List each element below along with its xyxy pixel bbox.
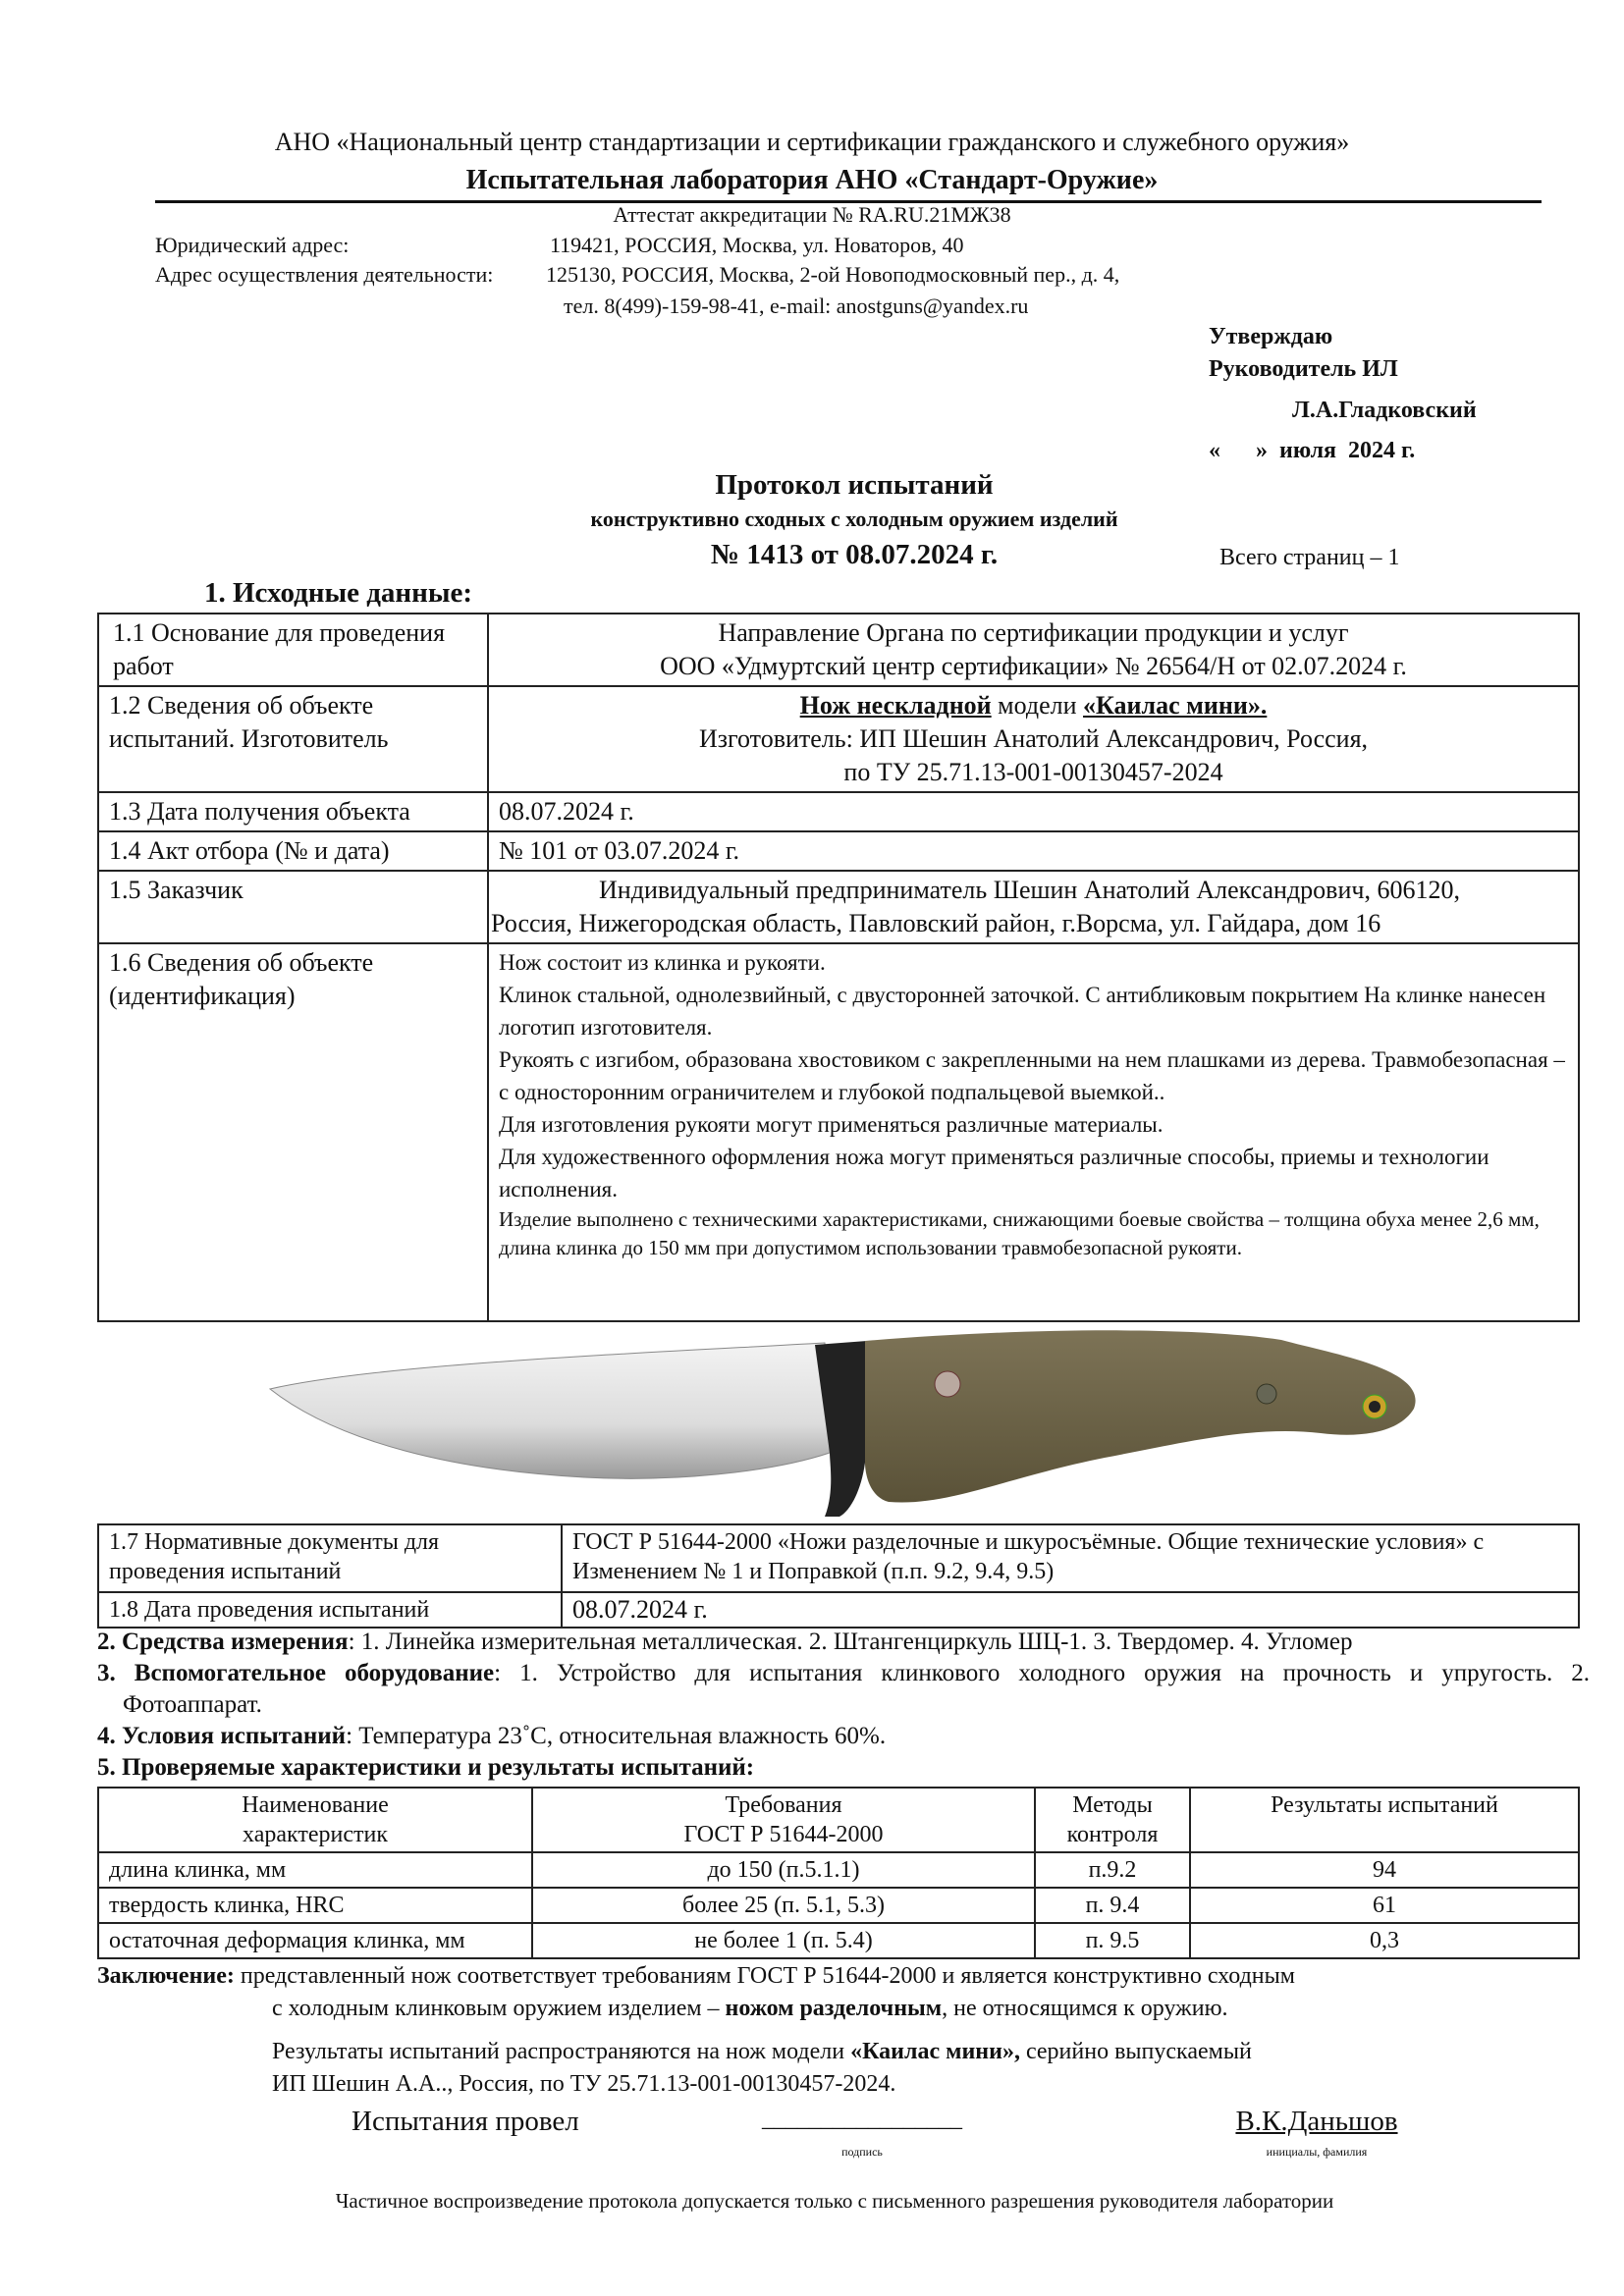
table-row: [98, 871, 1579, 943]
product-type: Нож нескладной: [799, 691, 992, 720]
org-name: АНО «Национальный центр стандартизации и сертификации гражданского и служебного оружия»: [274, 128, 1350, 156]
section-3: 3. Вспомогательное оборудование: 1. Устройство для испытания клинкового холодного оружия на прочность и упругость. 2. Фотоаппарат.: [97, 1660, 1590, 1718]
lab-name: Испытательная лаборатория АНО «Стандарт-Оружие»: [465, 165, 1159, 195]
approval-date: « » июля 2024 г.: [1209, 438, 1416, 463]
tester-label: Испытания провел: [352, 2106, 579, 2137]
row-value: № 101 от 03.07.2024 г.: [488, 831, 1579, 871]
blade: [270, 1343, 830, 1478]
signature-caption: подпись: [841, 2145, 883, 2159]
protocol-title: Протокол испытаний: [715, 469, 994, 501]
approval-position: Руководитель ИЛ: [1209, 356, 1398, 382]
row-label: 1.5 Заказчик: [98, 871, 488, 943]
conclusion-scope: Результаты испытаний распространяются на нож модели «Каилас мини», серийно выпускаемый: [272, 2039, 1252, 2064]
section-4: 4. Условия испытаний: Температура 23˚С, относительная влажность 60%.: [97, 1723, 887, 1749]
accreditation: Аттестат аккредитации № RA.RU.21МЖ38: [613, 202, 1011, 227]
row-label: 1.1 Основание для проведения работ: [98, 614, 488, 686]
section-5-heading: 5. Проверяемые характеристики и результаты испытаний:: [97, 1754, 755, 1781]
normative-table: [97, 1523, 1580, 1629]
approver-name: Л.А.Гладковский: [1292, 398, 1477, 423]
section-1-heading: 1. Исходные данные:: [204, 577, 473, 609]
desc-line: Для художественного оформления ножа могут применяться различные способы, приемы и технологии исполнения.: [499, 1145, 1489, 1201]
table-row: [98, 1592, 1579, 1628]
table-row: [98, 943, 1579, 1321]
product-name: Нож нескладной модели «Каилас мини».: [799, 691, 1268, 720]
protocol-number: № 1413 от 08.07.2024 г.: [710, 539, 999, 570]
table-row: [98, 831, 1579, 871]
product-model: «Каилас мини».: [1083, 691, 1268, 720]
conclusion-scope-line2: ИП Шешин А.А.., Россия, по ТУ 25.71.13-001-00130457-2024.: [272, 2071, 896, 2097]
row-value: ГОСТ Р 51644-2000 «Ножи разделочные и шкуросъёмные. Общие технические условия» с Изменением № 1 и Поправкой (п.п. 9.2, 9.4, 9.5): [562, 1524, 1579, 1592]
row-label: 1.6 Сведения об объекте (идентификация): [98, 943, 488, 1321]
desc-line: Нож состоит из клинка и рукояти.: [499, 950, 826, 975]
cell-line: ООО «Удмуртский центр сертификации» № 26564/Н от 02.07.2024 г.: [660, 652, 1407, 680]
handle: [865, 1330, 1416, 1502]
pin: [1257, 1384, 1276, 1404]
activity-address-label: Адрес осуществления деятельности:: [155, 262, 494, 287]
page-count: Всего страниц – 1: [1219, 545, 1400, 570]
approval-label: Утверждаю: [1209, 324, 1333, 349]
table-row: длина клинка, мм до 150 (п.5.1.1) п.9.2 94: [98, 1852, 1579, 1888]
row-label: 1.7 Нормативные документы для проведения испытаний: [98, 1524, 562, 1592]
legal-address: 119421, РОССИЯ, Москва, ул. Новаторов, 40: [550, 233, 964, 257]
row-label: 1.8 Дата проведения испытаний: [98, 1592, 562, 1628]
table-row: твердость клинка, HRC более 25 (п. 5.1, 5.3) п. 9.4 61: [98, 1888, 1579, 1923]
row-label: 1.2 Сведения об объекте испытаний. Изготовитель: [98, 686, 488, 792]
conclusion: Заключение: представленный нож соответствует требованиям ГОСТ Р 51644-2000 и является конструктивно сходным: [97, 1963, 1295, 1989]
table-row: остаточная деформация клинка, мм не более 1 (п. 5.4) п. 9.5 0,3: [98, 1923, 1579, 1958]
table-row: [98, 792, 1579, 831]
cell-line: Индивидуальный предприниматель Шешин Анатолий Александрович, 606120,: [599, 876, 1460, 904]
signature-line: _________________: [762, 2107, 962, 2132]
table-row: [98, 614, 1579, 686]
conclusion-line2: с холодным клинковым оружием изделием – ножом разделочным, не относящимся к оружию.: [272, 1996, 1228, 2021]
table-header-row: Наименование характеристик Требования ГОСТ Р 51644-2000 Методы контроля Результаты испытаний: [98, 1788, 1579, 1852]
table-row: [98, 1524, 1579, 1592]
footer-note: Частичное воспроизведение протокола допускается только с письменного разрешения руководителя лаборатории: [335, 2189, 1334, 2213]
object-description: [488, 943, 1579, 1321]
tester-name: В.К.Даньшов: [1235, 2106, 1398, 2137]
desc-line: Изделие выполнено с техническими характеристиками, снижающими боевые свойства – толщина обуха менее 2,6 мм, длина клинка до 150 мм при допустимом использовании травмобезопасной рукояти.: [499, 1207, 1540, 1259]
knife-photo: [260, 1315, 1438, 1522]
row-value: 08.07.2024 г.: [562, 1592, 1579, 1628]
contacts: тел. 8(499)-159-98-41, e-mail: anostguns@yandex.ru: [564, 294, 1029, 318]
row-label: 1.4 Акт отбора (№ и дата): [98, 831, 488, 871]
table-row: [98, 686, 1579, 792]
name-caption: инициалы, фамилия: [1266, 2145, 1368, 2159]
legal-address-label: Юридический адрес:: [155, 233, 350, 257]
row-label: 1.3 Дата получения объекта: [98, 792, 488, 831]
desc-line: Рукоять с изгибом, образована хвостовиком с закрепленными на нем плашками из дерева. Травмобезопасная – с односторонним ограничителем и глубокой подпальцевой выемкой..: [499, 1047, 1565, 1104]
tech-spec: по ТУ 25.71.13-001-00130457-2024: [843, 758, 1223, 786]
cell-line: Россия, Нижегородская область, Павловский район, г.Ворсма, ул. Гайдара, дом 16: [491, 909, 1381, 937]
cell-line: Направление Органа по сертификации продукции и услуг: [718, 618, 1349, 647]
results-table: [97, 1787, 1580, 1959]
protocol-subtitle: конструктивно сходных с холодным оружием изделий: [590, 507, 1118, 531]
desc-line: Клинок стальной, однолезвийный, с двусторонней заточкой. С антибликовым покрытием На клинке нанесен логотип изготовителя.: [499, 983, 1546, 1040]
activity-address: 125130, РОССИЯ, Москва, 2-ой Новоподмосковный пер., д. 4,: [546, 262, 1120, 287]
row-value: 08.07.2024 г.: [488, 792, 1579, 831]
section-2: 2. Средства измерения: 1. Линейка измерительная металлическая. 2. Штангенциркуль ШЦ-1. 3. Твердомер. 4. Угломер: [97, 1629, 1353, 1655]
source-data-table: [97, 613, 1580, 1322]
mosaic-pin: [935, 1371, 960, 1397]
manufacturer: Изготовитель: ИП Шешин Анатолий Александрович, Россия,: [698, 724, 1369, 753]
desc-line: Для изготовления рукояти могут применяться различные материалы.: [499, 1112, 1164, 1137]
